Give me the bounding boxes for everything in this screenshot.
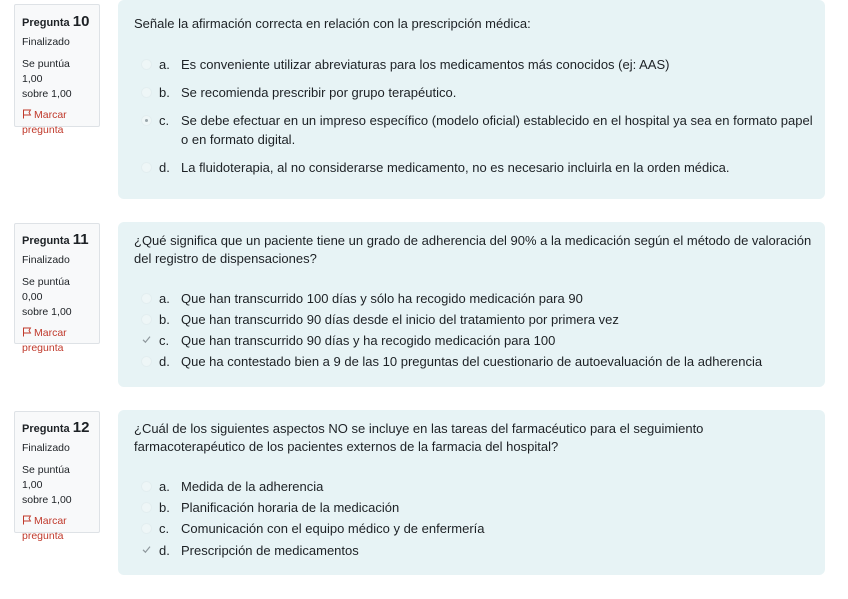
option-label: La fluidoterapia, al no considerarse medicamento, no es necesario incluirla en la orden médica. bbox=[181, 160, 730, 175]
option-letter: b. bbox=[159, 85, 170, 100]
radio-button[interactable] bbox=[141, 59, 152, 70]
option-label: Es conveniente utilizar abreviaturas para los medicamentos más conocidos (ej: AAS) bbox=[181, 57, 670, 72]
question-11-info bbox=[14, 223, 100, 354]
question-prefix: Pregunta bbox=[22, 17, 70, 29]
flag-icon bbox=[22, 109, 32, 119]
flag-icon bbox=[22, 327, 32, 337]
question-grade: Se puntúa 1,00 sobre 1,00 bbox=[22, 464, 72, 506]
question-10-info bbox=[14, 4, 100, 136]
option-letter: b. bbox=[159, 312, 170, 327]
radio-button[interactable] bbox=[141, 87, 152, 98]
question-12-info bbox=[14, 411, 100, 542]
option-letter: a. bbox=[159, 291, 170, 306]
question-10-content bbox=[118, 0, 825, 199]
option-label: Que han transcurrido 90 días y ha recogido medicación para 100 bbox=[181, 333, 556, 348]
radio-button[interactable] bbox=[141, 356, 152, 367]
flag-icon bbox=[22, 515, 32, 525]
option-label: Prescripción de medicamentos bbox=[181, 543, 359, 558]
option-letter: c. bbox=[159, 521, 170, 536]
check-icon[interactable] bbox=[141, 544, 152, 555]
question-grade: Se puntúa 0,00 sobre 1,00 bbox=[22, 276, 72, 318]
option-label: Medida de la adherencia bbox=[181, 479, 324, 494]
option-label: Que han transcurrido 100 días y sólo ha recogido medicación para 90 bbox=[181, 291, 583, 306]
question-number-value: 12 bbox=[72, 419, 90, 436]
flag-question-link[interactable]: Marcar pregunta bbox=[22, 327, 67, 354]
check-icon[interactable] bbox=[141, 334, 152, 345]
question-text: ¿Qué significa que un paciente tiene un grado de adherencia del 90% a la medicación según el método de valoración del registro de dispensaciones? bbox=[134, 233, 812, 266]
question-prefix: Pregunta bbox=[22, 423, 70, 435]
option-letter: d. bbox=[159, 543, 170, 558]
question-grade: Se puntúa 1,00 sobre 1,00 bbox=[22, 58, 72, 100]
radio-button[interactable] bbox=[141, 481, 152, 492]
option-letter: d. bbox=[159, 160, 170, 175]
option-label: Se recomienda prescribir por grupo terapéutico. bbox=[181, 85, 457, 100]
flag-question-link[interactable]: Marcar pregunta bbox=[22, 515, 67, 542]
question-12-content bbox=[118, 410, 825, 575]
radio-button-checked[interactable] bbox=[141, 115, 152, 126]
radio-button[interactable] bbox=[141, 502, 152, 513]
question-state: Finalizado bbox=[22, 36, 70, 48]
option-label: Que ha contestado bien a 9 de las 10 preguntas del cuestionario de autoevaluación de la adherencia bbox=[181, 354, 763, 369]
question-number-value: 11 bbox=[72, 231, 89, 248]
question-number bbox=[22, 412, 93, 436]
question-state: Finalizado bbox=[22, 442, 70, 454]
radio-button[interactable] bbox=[141, 293, 152, 304]
option-letter: a. bbox=[159, 57, 170, 72]
option-label: Se debe efectuar en un impreso específico (modelo oficial) establecido en el hospital ya sea en formato papel o en formato digital. bbox=[181, 113, 813, 147]
option-letter: d. bbox=[159, 354, 170, 369]
option-letter: c. bbox=[159, 113, 170, 128]
option-letter: c. bbox=[159, 333, 170, 348]
question-number bbox=[22, 224, 93, 248]
question-number-value: 10 bbox=[72, 13, 90, 30]
radio-button[interactable] bbox=[141, 314, 152, 325]
flag-question-link[interactable]: Marcar pregunta bbox=[22, 109, 67, 136]
question-text: ¿Cuál de los siguientes aspectos NO se incluye en las tareas del farmacéutico para el seguimiento farmacoterapéutico de los pacientes externos de la farmacia del hospital? bbox=[134, 421, 704, 454]
question-prefix: Pregunta bbox=[22, 235, 70, 247]
question-state: Finalizado bbox=[22, 254, 70, 266]
radio-button[interactable] bbox=[141, 162, 152, 173]
option-label: Planificación horaria de la medicación bbox=[181, 500, 400, 515]
option-letter: a. bbox=[159, 479, 170, 494]
option-letter: b. bbox=[159, 500, 170, 515]
option-label: Comunicación con el equipo médico y de enfermería bbox=[181, 521, 485, 536]
option-label: Que han transcurrido 90 días desde el inicio del tratamiento por primera vez bbox=[181, 312, 619, 327]
question-number bbox=[22, 5, 93, 30]
radio-button[interactable] bbox=[141, 523, 152, 534]
question-11-content bbox=[118, 222, 825, 387]
question-text: Señale la afirmación correcta en relación con la prescripción médica: bbox=[134, 16, 531, 31]
